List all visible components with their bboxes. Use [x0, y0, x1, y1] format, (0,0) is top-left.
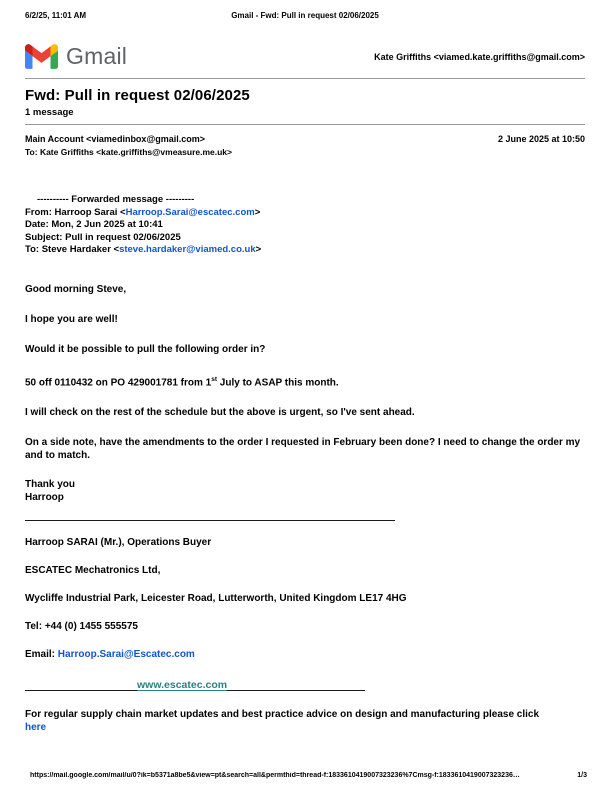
forwarded-to-email-link[interactable]: steve.hardaker@viamed.co.uk — [119, 244, 256, 255]
body-greeting: Good morning Steve, — [25, 283, 127, 295]
print-doc-title: Gmail - Fwd: Pull in request 02/06/2025 — [231, 11, 379, 20]
signature-name-title: Harroop SARAI (Mr.), Operations Buyer — [25, 536, 212, 548]
body-paragraph: I hope you are well! — [25, 313, 118, 325]
promo-text: For regular supply chain market updates and best practice advice on design and manufacturing please click — [25, 708, 540, 720]
rule-right-segment — [227, 690, 365, 691]
gmail-header-row — [25, 43, 585, 70]
body-paragraph: On a side note, have the amendments to the order I requested in February been done? I need to change the order my and to match. — [25, 436, 581, 461]
signoff-name: Harroop — [25, 491, 64, 503]
email-body — [25, 283, 585, 734]
print-datetime: 6/2/25, 11:01 AM — [25, 11, 87, 20]
thread-subject: Fwd: Pull in request 02/06/2025 — [25, 87, 250, 104]
promo-here-link[interactable]: here — [25, 721, 47, 733]
footer-url: https://mail.google.com/mail/u/0?ik=b5371a8be5&view=pt&search=all&permthid=thread-f:1833610419007323236%7Cmsg-f:1833610419007323236… — [30, 772, 520, 779]
footer-page-number: 1/3 — [577, 772, 587, 779]
forwarded-to-close: > — [255, 244, 262, 255]
website-rule-row — [25, 677, 585, 691]
forwarded-date-line: Date: Mon, 2 Jun 2025 at 10:41 — [25, 219, 163, 230]
gmail-logo — [25, 43, 127, 70]
ordinal-superscript: st — [211, 375, 218, 383]
account-identity: Kate Griffiths <viamed.kate.griffiths@gmail.com> — [374, 51, 585, 62]
body-paragraph: I will check on the rest of the schedule but the above is urgent, so I've sent ahead. — [25, 406, 415, 418]
rule-left-segment — [25, 690, 137, 691]
message-date: 2 June 2025 at 10:50 — [497, 134, 585, 144]
message-from: Main Account <viamedinbox@gmail.com> — [25, 134, 205, 144]
forwarded-from-close: > — [254, 206, 261, 218]
signoff-thanks: Thank you — [25, 478, 76, 490]
signature-address: Wycliffe Industrial Park, Leicester Road, Lutterworth, United Kingdom LE17 4HG — [25, 592, 407, 604]
forwarded-subject-line: Subject: Pull in request 02/06/2025 — [25, 231, 181, 243]
divider-under-subject — [25, 124, 585, 125]
message-header — [25, 134, 585, 144]
forwarded-separator: ---------- Forwarded message --------- — [37, 194, 195, 205]
forwarded-to-line — [25, 244, 585, 257]
message-count: 1 message — [25, 107, 74, 118]
signature-block — [25, 536, 585, 661]
print-footer — [30, 772, 587, 779]
forwarded-header-block — [25, 194, 585, 257]
order-line-start: 50 off 0110432 on PO 429001781 from 1 — [25, 376, 212, 388]
signature-divider — [25, 520, 395, 521]
signature-company: ESCATEC Mechatronics Ltd, — [25, 564, 161, 576]
forwarded-to-label: To: Steve Hardaker < — [25, 244, 120, 255]
body-order-line — [25, 373, 585, 389]
signature-email-line — [25, 648, 585, 661]
forwarded-from-email-link[interactable]: Harroop.Sarai@escatec.com — [125, 206, 255, 218]
signature-email-link[interactable]: Harroop.Sarai@Escatec.com — [57, 648, 195, 660]
message-to: To: Kate Griffiths <kate.griffiths@vmeasure.me.uk> — [25, 147, 232, 157]
forwarded-from-label: From: Harroop Sarai < — [25, 206, 126, 218]
gmail-wordmark: Gmail — [66, 43, 128, 69]
print-header — [25, 0, 585, 20]
signature-phone: Tel: +44 (0) 1455 555575 — [25, 620, 138, 632]
divider-top — [25, 78, 585, 79]
signature-email-label: Email: — [25, 648, 58, 660]
gmail-m-icon — [25, 44, 58, 69]
forwarded-from-line — [25, 207, 585, 220]
promo-paragraph — [25, 708, 585, 734]
website-link[interactable]: www.escatec.com — [137, 678, 228, 691]
body-signoff — [25, 478, 585, 504]
order-line-end: July to ASAP this month. — [217, 376, 339, 388]
body-paragraph: Would it be possible to pull the following order in? — [25, 343, 266, 355]
